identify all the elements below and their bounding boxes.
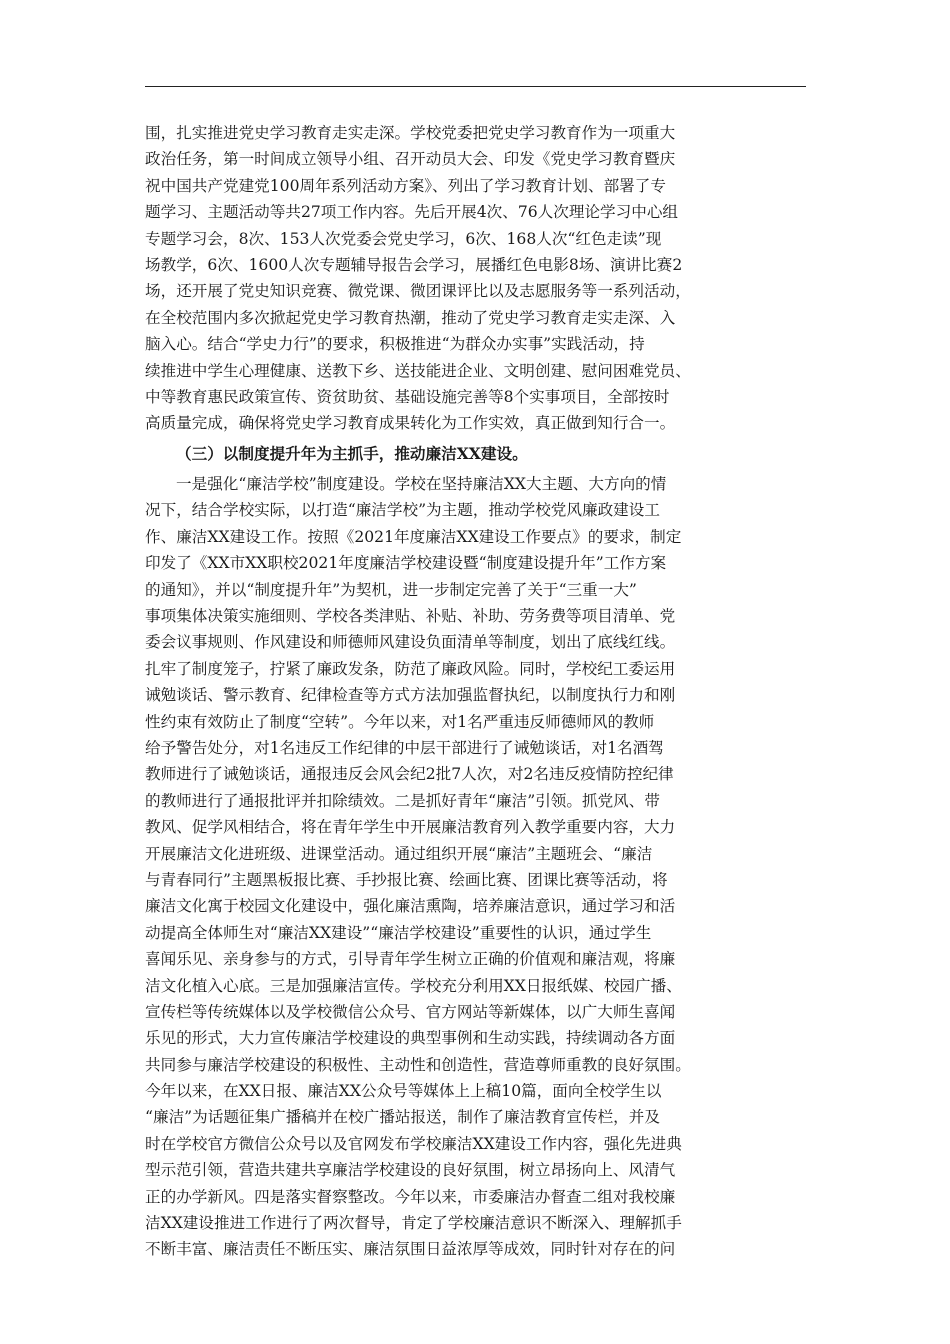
text-line: 续推进中学生心理健康、送教下乡、送技能进企业、文明创建、慰问困难党员、 <box>145 361 691 380</box>
paragraph-party-history <box>145 120 806 437</box>
text-line: 正的办学新风。四是落实督察整改。今年以来，市委廉洁办督查二组对我校廉 <box>145 1187 676 1206</box>
text-line: 洁文化植入心底。三是加强廉洁宣传。学校充分利用XX日报纸媒、校园广播、 <box>145 976 682 995</box>
text-line: 与青春同行”主题黑板报比赛、手抄报比赛、绘画比赛、团课比赛等活动，将 <box>145 870 668 889</box>
text-line: 教风、促学风相结合，将在青年学生中开展廉洁教育列入教学重要内容，大力 <box>145 818 676 837</box>
text-line: 时在学校官方微信公众号以及官网发布学校廉洁XX建设工作内容，强化先进典 <box>145 1134 682 1153</box>
text-line: 型示范引领，营造共建共享廉洁学校建设的良好氛围，树立昂扬向上、风清气 <box>145 1161 676 1180</box>
text-line: 祝中国共产党建党100周年系列活动方案》、列出了学习教育计划、部署了专 <box>145 176 666 195</box>
paragraph-integrity-building <box>145 471 806 1263</box>
text-line: 脑入心。结合“学史力行”的要求，积极推进“为群众办实事”实践活动，持 <box>145 335 645 354</box>
text-line: 围，扎实推进党史学习教育走实走深。学校党委把党史学习教育作为一项重大 <box>145 124 676 142</box>
text-line: 场教学，6次、1600人次专题辅导报告会学习，展播红色电影8场、演讲比赛2 <box>145 255 683 274</box>
text-line: 一是强化“廉洁学校”制度建设。学校在坚持廉洁XX大主题、大方向的情 <box>176 475 667 494</box>
text-line: 作、廉洁XX建设工作。按照《2021年度廉洁XX建设工作要点》的要求，制定 <box>145 527 682 546</box>
document-body <box>145 120 806 1263</box>
text-line: 动提高全体师生对“廉洁XX建设”“廉洁学校建设”重要性的认识，通过学生 <box>145 923 652 942</box>
text-line: 高质量完成，确保将党史学习教育成果转化为工作实效，真正做到知行合一。 <box>145 414 676 433</box>
text-line: 中等教育惠民政策宣传、资贫助贫、基础设施完善等8个实事项目，全部按时 <box>145 387 670 406</box>
section-heading: （三）以制度提升年为主抓手，推动廉洁XX建设。 <box>176 443 528 463</box>
text-line: 的通知》，并以“制度提升年”为契机，进一步制定完善了关于“三重一大” <box>145 580 637 599</box>
text-line: 诫勉谈话、警示教育、纪律检查等方式方法加强监督执纪，以制度执行力和刚 <box>145 686 676 705</box>
text-line: 乐见的形式，大力宣传廉洁学校建设的典型事例和生动实践，持续调动各方面 <box>145 1029 676 1048</box>
text-line: 况下，结合学校实际，以打造“廉洁学校”为主题，推动学校党风廉政建设工 <box>145 501 660 520</box>
text-line: 的教师进行了通报批评并扣除绩效。二是抓好青年“廉洁”引领。抓党风、带 <box>145 791 660 810</box>
text-line: 在全校范围内多次掀起党史学习教育热潮，推动了党史学习教育走实走深、入 <box>145 308 676 327</box>
text-line: 宣传栏等传统媒体以及学校微信公众号、官方网站等新媒体，以广大师生喜闻 <box>145 1002 676 1021</box>
text-line: 开展廉洁文化进班级、进课堂活动。通过组织开展“廉洁”主题班会、“廉洁 <box>145 844 653 863</box>
text-line: 委会议事规则、作风建设和师德师风建设负面清单等制度，划出了底线红线。 <box>145 633 676 652</box>
text-line: 政治任务，第一时间成立领导小组、召开动员大会、印发《党史学习教育暨庆 <box>145 150 676 169</box>
text-line: 性约束有效防止了制度“空转”。今年以来，对1名严重违反师德师风的教师 <box>145 712 655 731</box>
text-line: 专题学习会，8次、153人次党委会党史学习，6次、168人次“红色走读”现 <box>145 229 662 248</box>
text-line: 印发了《XX市XX职校2021年度廉洁学校建设暨“制度建设提升年”工作方案 <box>145 554 667 573</box>
text-line: 廉洁文化寓于校园文化建设中，强化廉洁熏陶，培养廉洁意识，通过学习和活 <box>145 897 676 916</box>
text-line: 不断丰富、廉洁责任不断压实、廉洁氛围日益浓厚等成效，同时针对存在的问 <box>145 1240 676 1259</box>
text-line: 喜闻乐见、亲身参与的方式，引导青年学生树立正确的价值观和廉洁观，将廉 <box>145 950 676 969</box>
text-line: 题学习、主题活动等共27项工作内容。先后开展4次、76人次理论学习中心组 <box>145 203 679 222</box>
text-line: “廉洁”为话题征集广播稿并在校广播站报送，制作了廉洁教育宣传栏，并及 <box>145 1108 660 1127</box>
text-line: 事项集体决策实施细则、学校各类津贴、补贴、补助、劳务费等项目清单、党 <box>145 607 676 626</box>
text-line: 今年以来，在XX日报、廉洁XX公众号等媒体上上稿10篇，面向全校学生以 <box>145 1082 662 1101</box>
text-line: 给予警告处分，对1名违反工作纪律的中层干部进行了诫勉谈话，对1名酒驾 <box>145 738 664 757</box>
header-rule <box>145 86 806 87</box>
text-line: 共同参与廉洁学校建设的积极性、主动性和创造性，营造尊师重教的良好氛围。 <box>145 1055 691 1074</box>
text-line: 扎牢了制度笼子，拧紧了廉政发条，防范了廉政风险。同时，学校纪工委运用 <box>145 659 676 678</box>
text-line: 场，还开展了党史知识竞赛、微党课、微团课评比以及志愿服务等一系列活动， <box>145 282 691 301</box>
text-line: 教师进行了诫勉谈话，通报违反会风会纪2批7人次，对2名违反疫情防控纪律 <box>145 765 674 784</box>
text-line: 洁XX建设推进工作进行了两次督导，肯定了学校廉洁意识不断深入、理解抓手 <box>145 1214 682 1233</box>
